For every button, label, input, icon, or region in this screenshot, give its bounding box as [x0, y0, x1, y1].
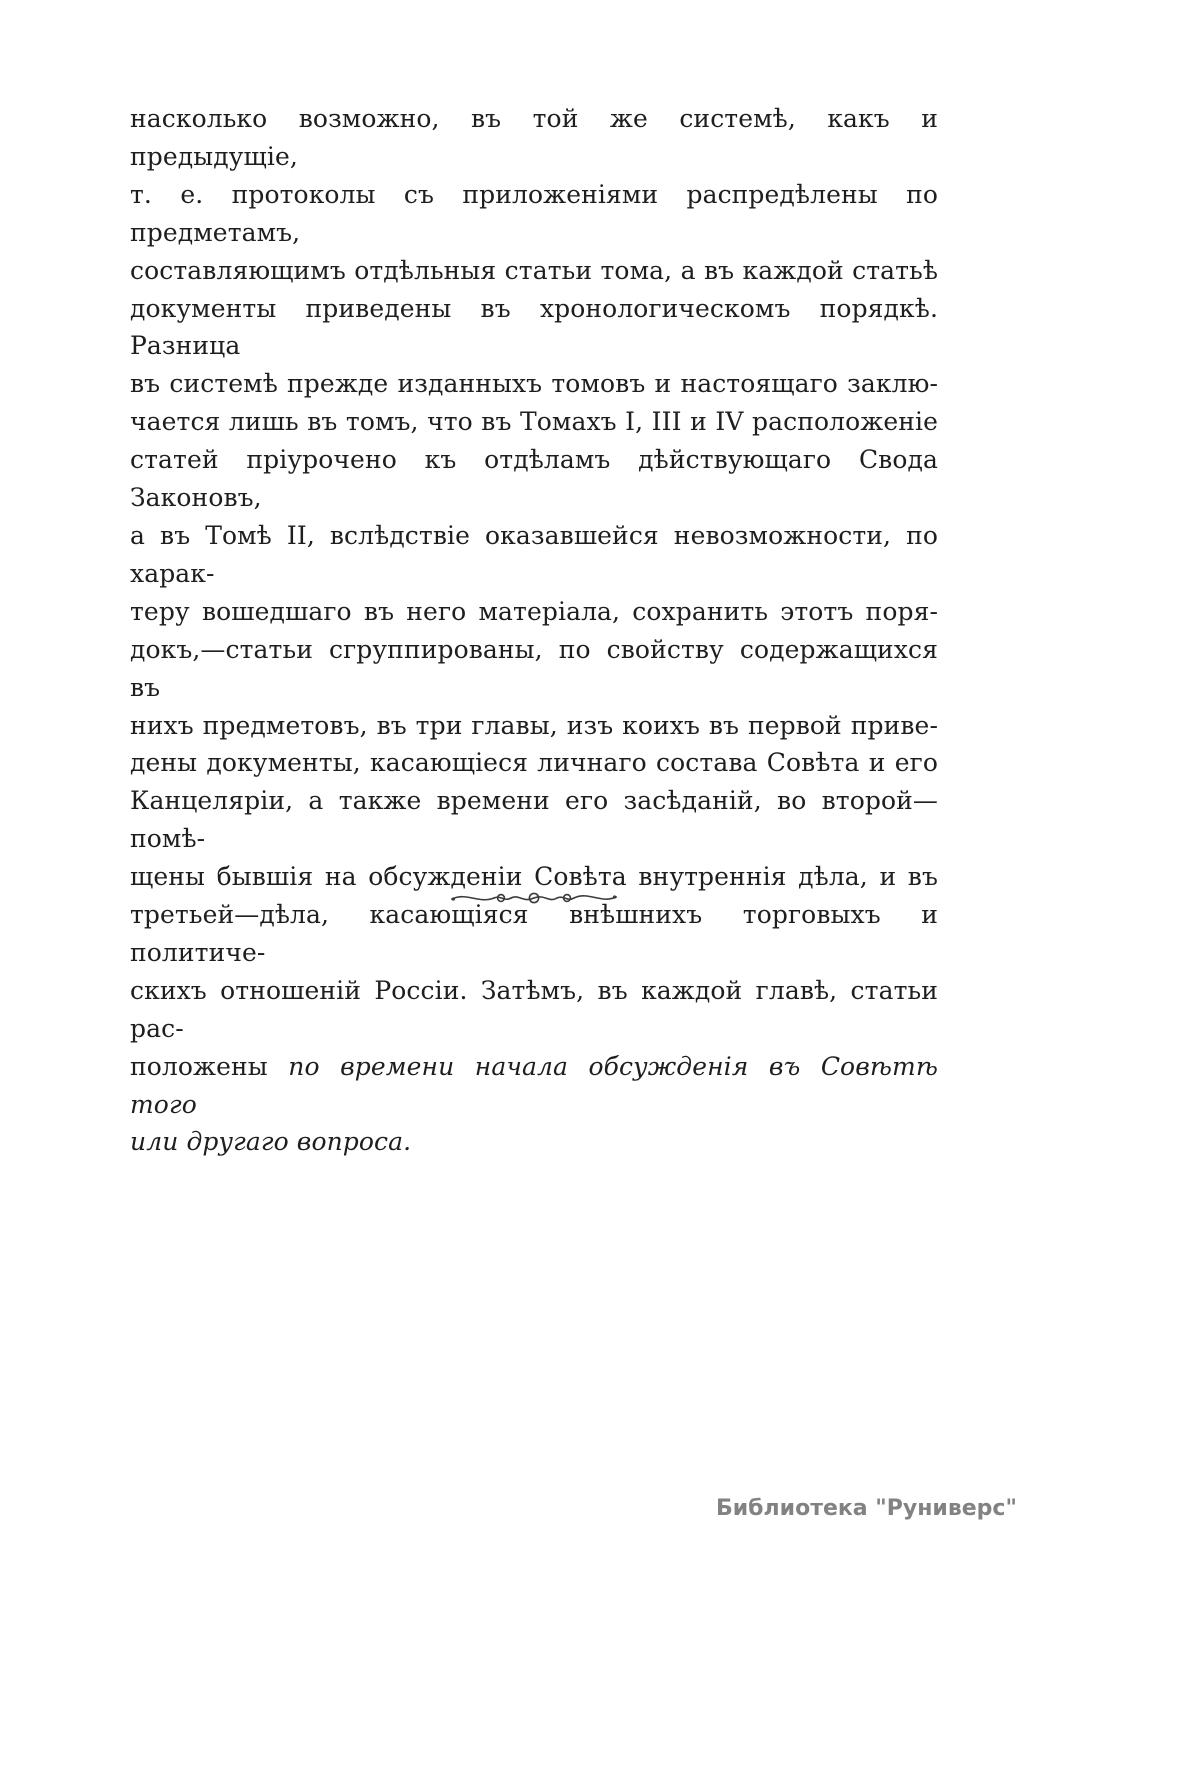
text-segment: щены бывшія на обсужденіи Совѣта внутреннія дѣла, и въ — [130, 862, 938, 892]
text-line — [130, 290, 938, 366]
text-line — [130, 782, 938, 858]
text-segment-italic: по времени начала обсужденія въ Совѣтѣ того — [130, 1051, 938, 1119]
text-line — [130, 593, 938, 631]
text-segment: составляющимъ отдѣльныя статьи тома, а въ каждой статьѣ — [130, 255, 938, 285]
text-line — [130, 176, 938, 252]
text-line — [130, 441, 938, 517]
body-text — [130, 100, 938, 1161]
text-segment: третьей—дѣла, касающіяся внѣшнихъ торговыхъ и политиче- — [130, 900, 938, 967]
text-line — [130, 100, 938, 176]
text-segment: положены — [130, 1051, 289, 1081]
text-line — [130, 365, 938, 403]
text-segment: нихъ предметовъ, въ три главы, изъ коихъ въ первой приве- — [130, 710, 938, 740]
text-line — [130, 631, 938, 707]
text-segment: статей пріурочено къ отдѣламъ дѣйствующаго Свода Законовъ, — [130, 445, 938, 513]
text-line — [130, 744, 938, 782]
divider-ornament — [130, 885, 938, 911]
scroll-flourish-icon — [449, 885, 619, 911]
text-line — [130, 1123, 938, 1161]
text-line — [130, 972, 938, 1048]
watermark: Библиотека "Руниверс" — [716, 1496, 1017, 1521]
text-segment: теру вошедшаго въ него матеріала, сохранить этотъ поря- — [130, 596, 938, 626]
text-segment: т. е. протоколы съ приложеніями распредѣлены по предметамъ, — [130, 179, 938, 247]
text-segment-italic: или другаго вопроса. — [130, 1127, 412, 1157]
text-segment: а въ Томѣ II, вслѣдствіе оказавшейся невозможности, по харак- — [130, 520, 938, 588]
text-line — [130, 1048, 938, 1124]
text-line — [130, 707, 938, 745]
text-segment: Канцеляріи, а также времени его засѣданій, во второй—помѣ- — [130, 786, 938, 854]
text-line — [130, 517, 938, 593]
text-line — [130, 252, 938, 290]
text-segment: въ системѣ прежде изданныхъ томовъ и настоящаго заклю- — [130, 369, 938, 399]
text-segment: насколько возможно, въ той же системѣ, какъ и предыдущіе, — [130, 104, 938, 171]
text-line — [130, 403, 938, 441]
text-segment: дены документы, касающіеся личнаго состава Совѣта и его — [130, 748, 938, 778]
text-segment: документы приведены въ хронологическомъ порядкѣ. Разница — [130, 293, 938, 361]
text-segment: скихъ отношеній Россіи. Затѣмъ, въ каждой главѣ, статьи рас- — [130, 975, 938, 1043]
text-segment: чается лишь въ томъ, что въ Томахъ I, III и IV расположеніе — [130, 407, 938, 437]
text-segment: докъ,—статьи сгруппированы, по свойству содержащихся въ — [130, 634, 938, 702]
